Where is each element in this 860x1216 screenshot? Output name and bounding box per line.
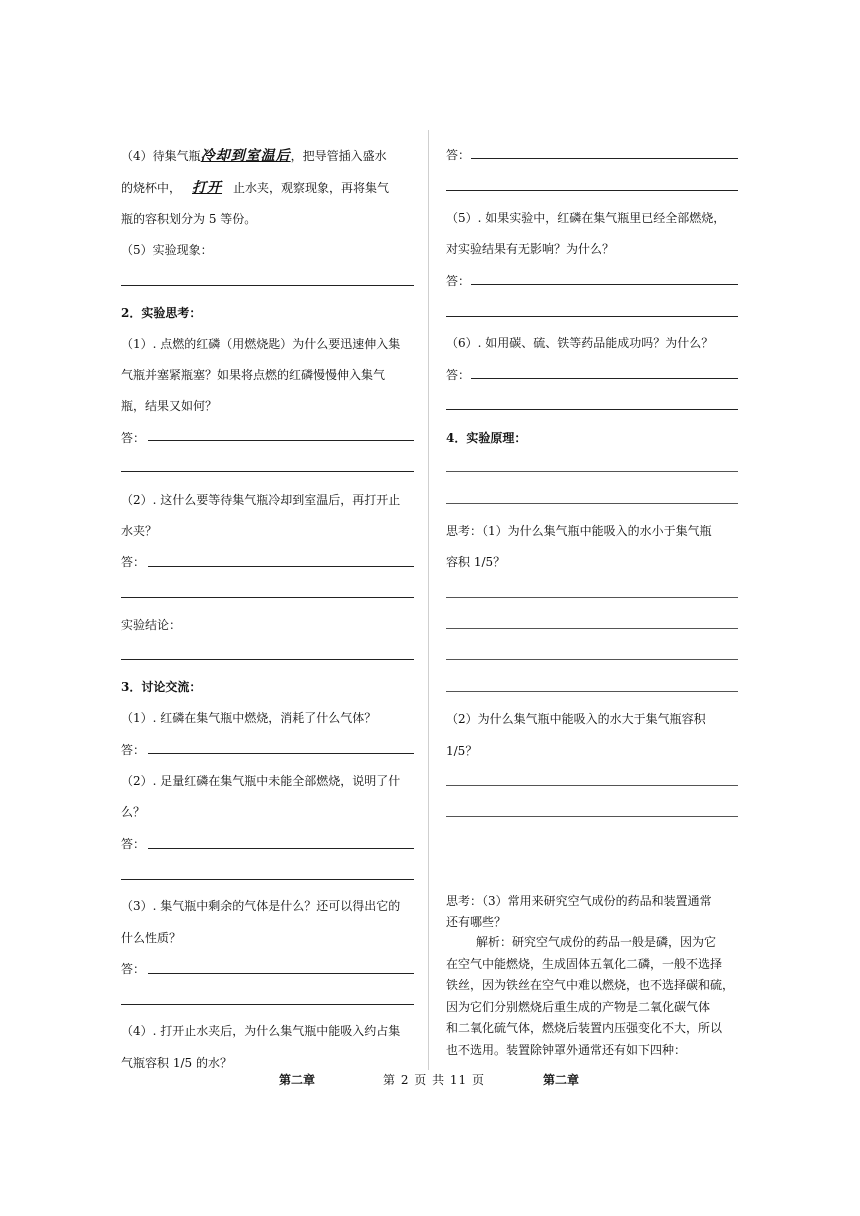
analysis-line-5: 和二氧化硫气体，燃烧后装置内压强变化不大，所以 [446, 1021, 723, 1035]
discussion-4-line-1: （4）. 打开止水夹后，为什么集气瓶中能吸入约占集 [121, 1024, 401, 1038]
column-divider [428, 130, 429, 1070]
question-1-line-1: （1）. 点燃的红磷（用燃烧匙）为什么要迅速伸入集 [121, 337, 401, 351]
question-2-line-1: （2）. 这什么要等待集气瓶冷却到室温后，再打开止 [121, 493, 401, 507]
answer-line [121, 471, 414, 472]
step-4-text-c: 的烧杯中， [121, 181, 182, 195]
answer-line [446, 659, 738, 660]
step-4-text-d: 止水夹，观察现象，再将集气 [233, 181, 390, 195]
answer-line [121, 597, 414, 598]
answer-line [446, 471, 738, 472]
discussion-3-line-1: （3）. 集气瓶中剩余的气体是什么？还可以得出它的 [121, 899, 401, 913]
question-1-line-3: 瓶，结果又如何？ [121, 399, 218, 413]
think-1-line-1: 思考：（1）为什么集气瓶中能吸入的水小于集气瓶 [446, 524, 712, 538]
answer-line [446, 597, 738, 598]
answer-label: 答： [121, 837, 146, 851]
answer-line [148, 753, 414, 754]
question-2-line-2: 水夹？ [121, 524, 158, 538]
answer-line [471, 284, 738, 285]
question-5-line-1: （5）. 如果实验中，红磷在集气瓶里已经全部燃烧， [446, 211, 726, 225]
answer-line [148, 440, 414, 441]
answer-line [446, 190, 738, 191]
answer-line [446, 316, 738, 317]
answer-line [121, 1004, 414, 1005]
answer-line [148, 973, 414, 974]
step-4-line-2 [121, 177, 389, 197]
fill-blank-open: 打开 [192, 180, 223, 196]
think-2-line-1: （2）为什么集气瓶中能吸入的水大于集气瓶容积 [446, 712, 706, 726]
section-3-heading: 3．讨论交流： [121, 680, 202, 694]
discussion-4-line-2: 气瓶容积 1/5 的水？ [121, 1056, 232, 1070]
fill-blank-cool: 冷却到室温后 [200, 148, 291, 164]
answer-line [471, 158, 738, 159]
section-2-heading: 2．实验思考： [121, 306, 202, 320]
answer-label: 答： [121, 962, 146, 976]
analysis-line-4: 因为它们分别燃烧后重生成的产物是二氧化碳气体 [446, 999, 711, 1014]
discussion-1: （1）. 红磷在集气瓶中燃烧，消耗了什么气体？ [121, 711, 377, 725]
question-6: （6）. 如用碳、硫、铁等药品能成功吗？为什么？ [446, 336, 714, 350]
step-4-line-3: 瓶的容积划分为 5 等份。 [121, 212, 257, 226]
think-3-line-1: 思考：（3）常用来研究空气成份的药品和装置通常 [446, 894, 712, 908]
discussion-2-line-2: 么？ [121, 805, 146, 819]
conclusion-label: 实验结论： [121, 618, 182, 632]
answer-line [121, 879, 414, 880]
answer-line [471, 378, 738, 379]
step-4-line-1 [121, 145, 387, 165]
section-4-heading: 4．实验原理： [446, 431, 527, 445]
answer-label: 答： [121, 743, 146, 757]
answer-line [446, 409, 738, 410]
answer-line [121, 659, 414, 660]
question-5-line-2: 对实验结果有无影响？为什么？ [446, 242, 615, 256]
answer-label: 答： [446, 148, 471, 162]
footer-chapter-right: 第二章 [543, 1073, 580, 1087]
step-4-text-b: ，把导管插入盛水 [290, 149, 387, 163]
answer-line [148, 848, 414, 849]
think-1-line-2: 容积 1/5？ [446, 555, 506, 569]
footer-chapter-left: 第二章 [279, 1073, 316, 1087]
answer-line [446, 816, 738, 817]
answer-label: 答： [446, 368, 471, 382]
analysis-paragraph [446, 932, 734, 1061]
answer-line [148, 566, 414, 567]
answer-label: 答： [121, 555, 146, 569]
step-5-label: （5）实验现象： [121, 243, 213, 257]
think-3-line-2: 还有哪些？ [446, 915, 507, 929]
answer-line [446, 628, 738, 629]
footer-page-number: 第 2 页 共 11 页 [383, 1073, 485, 1087]
answer-line [446, 691, 738, 692]
think-2-line-2: 1/5？ [446, 744, 478, 758]
answer-line [446, 785, 738, 786]
question-1-line-2: 气瓶并塞紧瓶塞？如果将点燃的红磷慢慢伸入集气 [121, 368, 386, 382]
answer-label: 答： [121, 431, 146, 445]
analysis-line-6: 也不选用。装置除钟罩外通常还有如下四种： [446, 1042, 687, 1057]
answer-label: 答： [446, 274, 471, 288]
answer-line [121, 285, 414, 286]
discussion-3-line-2: 什么性质？ [121, 931, 182, 945]
analysis-line-1: 解析：研究空气成份的药品一般是磷，因为它 [476, 935, 717, 949]
analysis-line-2: 在空气中能燃烧，生成固体五氧化二磷，一般不选择 [446, 956, 723, 971]
discussion-2-line-1: （2）. 足量红磷在集气瓶中未能全部燃烧，说明了什 [121, 774, 401, 788]
step-4-text-a: （4）待集气瓶 [121, 149, 201, 163]
answer-line [446, 503, 738, 504]
analysis-line-3: 铁丝，因为铁丝在空气中难以燃烧，也不选择碳和硫， [446, 978, 735, 992]
